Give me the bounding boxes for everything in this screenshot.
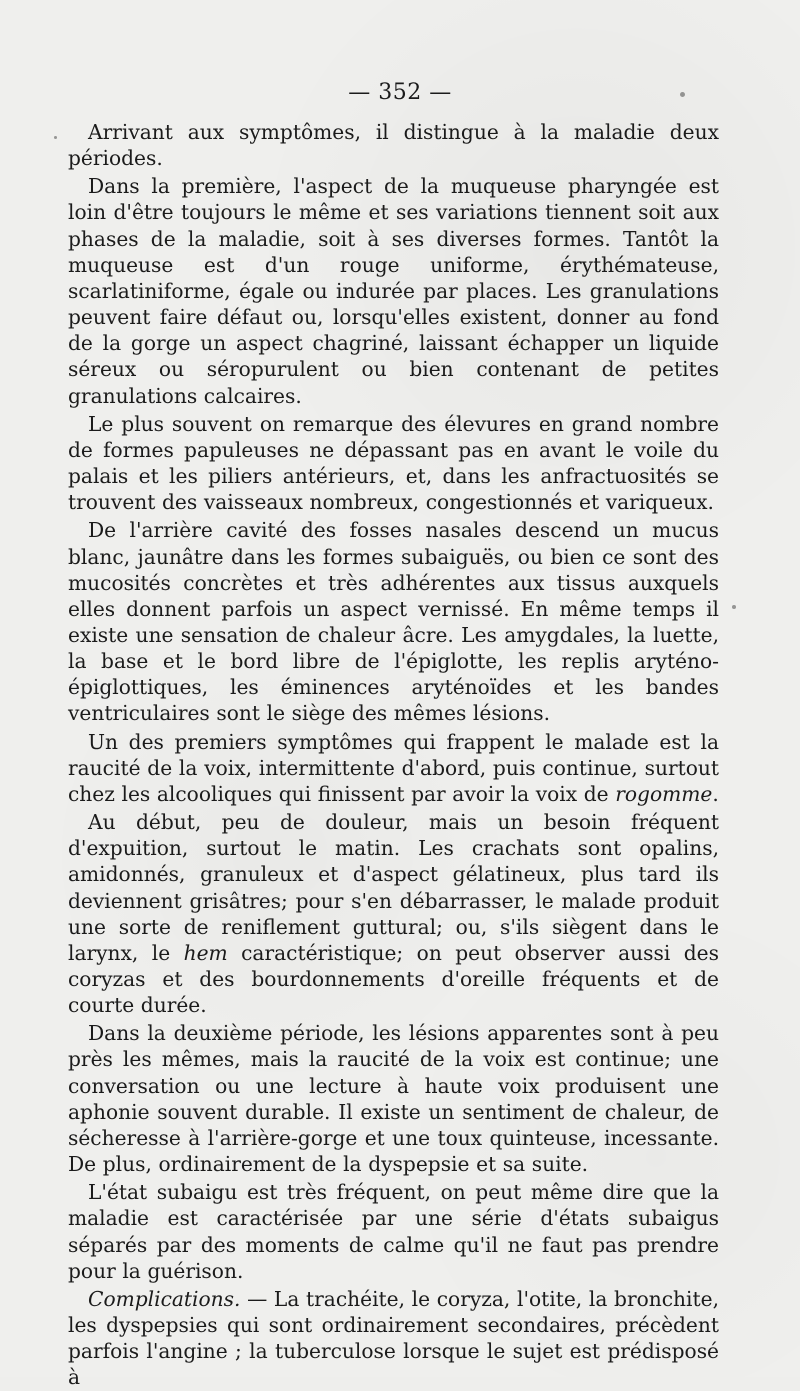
paragraph: De l'arrière cavité des fosses nasales descend un mucus blanc, jaunâtre dans les formes subaiguës, ou bien ce sont des mucosités concrètes et très adhérentes aux tissus auxquels elles donnent parfois un aspect vernissé. En même temps il existe une sensation de chaleur âcre. Les amygdales, la luette, la base et le bord libre de l'épiglotte, les replis aryténo-épiglottiques, les éminences aryténoïdes et les bandes ventriculaires sont le siège des mêmes lésions. — [68, 518, 719, 726]
section-label: Complications. — [88, 1286, 241, 1311]
paragraph-text: — La trachéite, le coryza, l'otite, la bronchite, les dyspepsies qui sont ordinairement secondaires, précèdent parfois l'angine ; la tuberculose lorsque le sujet est prédisposé à — [68, 1286, 719, 1390]
italic-term: hem — [183, 940, 228, 965]
page-number: — 352 — — [348, 80, 452, 105]
paragraph: L'état subaigu est très fréquent, on peut même dire que la maladie est caractérisée par une série d'états subaigus séparés par des moments de calme qu'il ne faut pas prendre pour la guérison. — [68, 1180, 719, 1283]
paragraph — [68, 809, 719, 1018]
ink-speck — [54, 136, 57, 139]
ink-speck — [732, 605, 736, 609]
paragraph-text: . — [712, 781, 719, 806]
page-body — [68, 119, 719, 1391]
paragraph: Le plus souvent on remarque des élevures en grand nombre de formes papuleuses ne dépassant pas en avant le voile du palais et les piliers antérieurs, et, dans les anfractuosités se trouvent des vaisseaux nombreux, congestionnés et variqueux. — [68, 411, 719, 515]
paragraph: Dans la deuxième période, les lésions apparentes sont à peu près les mêmes, mais la raucité de la voix est continue; une conversation ou une lecture à haute voix produisent une aphonie souvent durable. Il existe un sentiment de chaleur, de sécheresse à l'arrière-gorge et une toux quinteuse, incessante. De plus, ordinairement de la dyspepsie et sa suite. — [68, 1021, 719, 1177]
paragraph: Dans la première, l'aspect de la muqueuse pharyngée est loin d'être toujours le même et ses variations tiennent soit aux phases de la maladie, soit à ses diverses formes. Tantôt la muqueuse est d'un rouge uniforme, érythémateuse, scarlatiniforme, égale ou indurée par places. Les granulations peuvent faire défaut ou, lorsqu'elles existent, donner au fond de la gorge un aspect chagriné, laissant échapper un liquide séreux ou séropurulent ou bien contenant de petites granulations calcaires. — [68, 174, 719, 408]
paragraph: Arrivant aux symptômes, il distingue à la maladie deux périodes. — [68, 120, 719, 171]
italic-term: rogomme — [615, 781, 713, 806]
paragraph-text: caractéristique; on peut observer aussi des coryzas et des bourdonnements d'oreille fréquents et de courte durée. — [68, 940, 719, 1018]
paragraph — [68, 1286, 719, 1391]
paragraph-text: Au début, peu de douleur, mais un besoin fréquent d'expuition, surtout le matin. Les crachats sont opalins, amidonnés, granuleux et d'aspect gélatineux, plus tard ils deviennent grisâtres; pour s'en débarrasser, le malade produit une sorte de reniflement guttural; ou, s'ils siègent dans le larynx, le — [68, 810, 719, 965]
paragraph — [68, 729, 719, 807]
paragraph-text: Un des premiers symptômes qui frappent le malade est la raucité de la voix, intermittente d'abord, puis continue, surtout chez les alcooliques qui finissent par avoir la voix de — [68, 729, 719, 806]
